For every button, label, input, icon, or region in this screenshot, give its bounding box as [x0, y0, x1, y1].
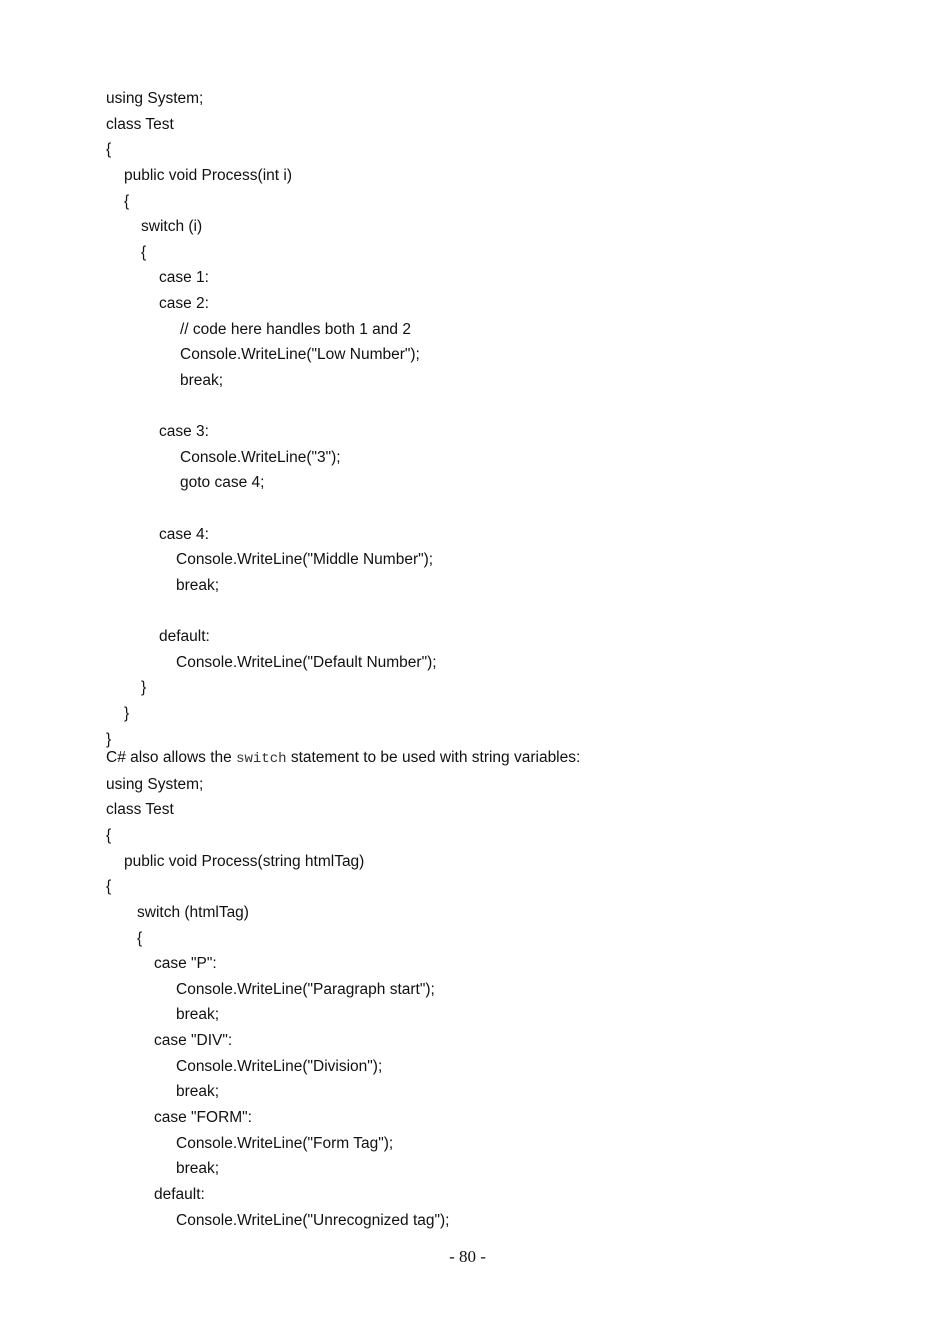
body-paragraph	[106, 748, 580, 769]
code-line: break;	[180, 372, 224, 389]
code-line: default:	[159, 628, 210, 645]
code-line: {	[106, 141, 112, 158]
code-line: Console.WriteLine("Middle Number");	[176, 551, 434, 568]
paragraph-text: statement to be used with string variables:	[286, 749, 581, 766]
code-line: Console.WriteLine("Low Number");	[180, 346, 420, 363]
code-line: Console.WriteLine("Form Tag");	[176, 1135, 394, 1152]
code-line: }	[106, 731, 112, 748]
code-line: Console.WriteLine("Paragraph start");	[176, 981, 435, 998]
code-line: public void Process(int i)	[124, 167, 292, 184]
code-line: goto case 4;	[180, 474, 265, 491]
code-line: break;	[176, 1006, 220, 1023]
code-line: break;	[176, 1160, 220, 1177]
code-line: class Test	[106, 116, 174, 133]
code-line: }	[141, 679, 147, 696]
code-line: switch (htmlTag)	[137, 904, 249, 921]
code-line: {	[124, 193, 130, 210]
code-line: default:	[154, 1186, 205, 1203]
inline-code: switch	[236, 751, 287, 767]
code-line: using System;	[106, 90, 204, 107]
code-comment: // code here handles both 1 and 2	[180, 321, 411, 338]
code-line: case "FORM":	[154, 1109, 252, 1126]
code-line: case "P":	[154, 955, 217, 972]
code-line: case 2:	[159, 295, 209, 312]
code-line: class Test	[106, 801, 174, 818]
code-line: case "DIV":	[154, 1032, 233, 1049]
code-line: case 4:	[159, 526, 209, 543]
code-line: break;	[176, 1083, 220, 1100]
code-line: case 3:	[159, 423, 209, 440]
code-line: Console.WriteLine("Division");	[176, 1058, 383, 1075]
code-line: Console.WriteLine("Default Number");	[176, 654, 437, 671]
code-line: {	[137, 930, 143, 947]
code-line: {	[106, 878, 112, 895]
code-line: public void Process(string htmlTag)	[124, 853, 365, 870]
code-line: using System;	[106, 776, 204, 793]
code-line: Console.WriteLine("3");	[180, 449, 341, 466]
code-line: }	[124, 705, 130, 722]
code-line: Console.WriteLine("Unrecognized tag");	[176, 1212, 450, 1229]
code-line: switch (i)	[141, 218, 203, 235]
code-line: {	[141, 244, 147, 261]
paragraph-text: C# also allows the	[106, 749, 237, 766]
code-line: break;	[176, 577, 220, 594]
page-number: - 80 -	[449, 1247, 486, 1266]
code-line: {	[106, 827, 112, 844]
code-line: case 1:	[159, 269, 209, 286]
